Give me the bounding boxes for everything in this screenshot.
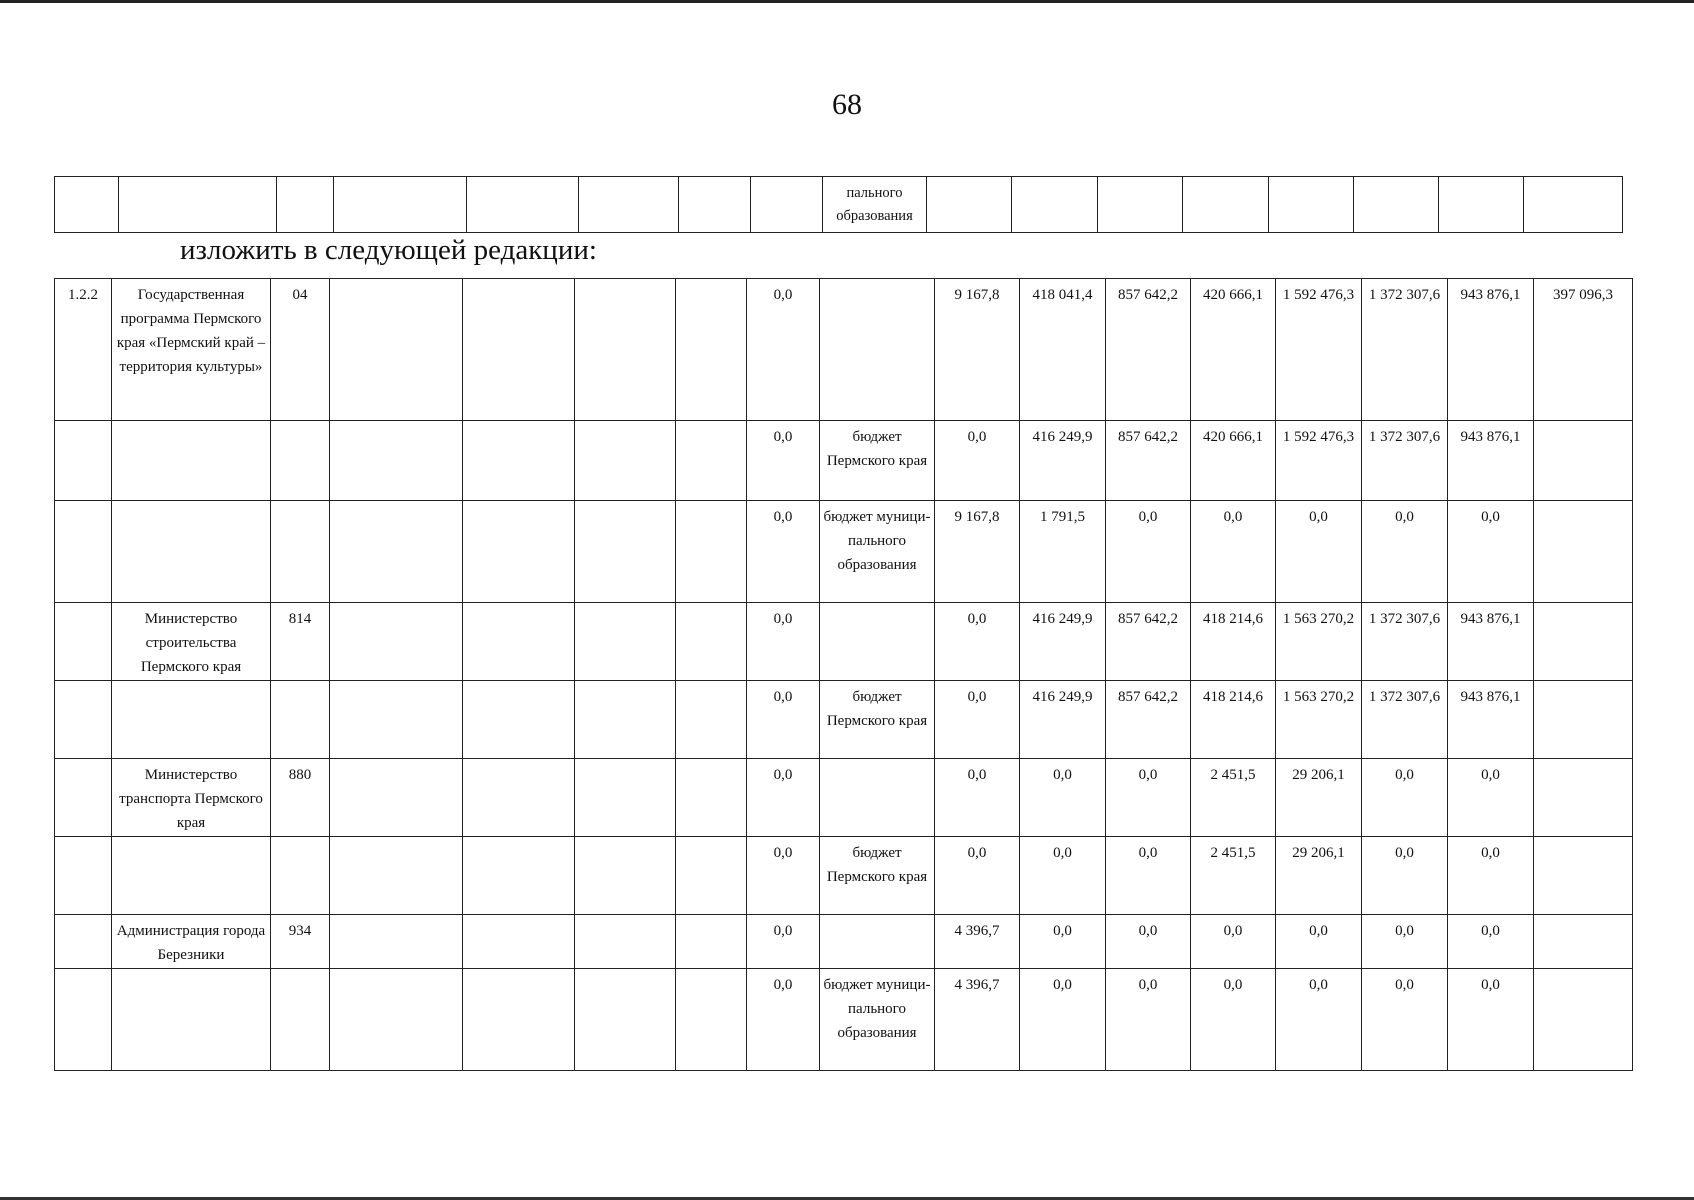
value-8-cell bbox=[1534, 603, 1633, 681]
name-cell bbox=[112, 681, 271, 759]
funding-source-cell: бюджет Пермского края bbox=[820, 681, 935, 759]
name-cell bbox=[112, 969, 271, 1071]
value-6-cell: 0,0 bbox=[1362, 759, 1448, 837]
row-number-cell bbox=[55, 501, 112, 603]
value-2-cell: 418 041,4 bbox=[1020, 279, 1106, 421]
table-row bbox=[55, 603, 1633, 681]
name-cell bbox=[112, 501, 271, 603]
cell bbox=[1012, 177, 1098, 233]
value-5-cell: 0,0 bbox=[1276, 501, 1362, 603]
col5-cell bbox=[463, 915, 575, 969]
value-5-cell: 1 592 476,3 bbox=[1276, 421, 1362, 501]
value-3-cell: 0,0 bbox=[1106, 759, 1191, 837]
col6-cell bbox=[575, 915, 676, 969]
col6-cell bbox=[575, 681, 676, 759]
col7-cell bbox=[676, 969, 747, 1071]
value-6-cell: 0,0 bbox=[1362, 501, 1448, 603]
table-row bbox=[55, 837, 1633, 915]
row-number-cell: 1.2.2 bbox=[55, 279, 112, 421]
name-cell bbox=[112, 421, 271, 501]
row-number-cell bbox=[55, 603, 112, 681]
value-5-cell: 0,0 bbox=[1276, 915, 1362, 969]
col4-cell bbox=[330, 501, 463, 603]
cell bbox=[1183, 177, 1269, 233]
value-8-cell bbox=[1534, 681, 1633, 759]
value-7-cell: 943 876,1 bbox=[1448, 603, 1534, 681]
value-5-cell: 29 206,1 bbox=[1276, 837, 1362, 915]
value-1-cell: 4 396,7 bbox=[935, 969, 1020, 1071]
value-7-cell: 943 876,1 bbox=[1448, 421, 1534, 501]
value-6-cell: 0,0 bbox=[1362, 915, 1448, 969]
funding-source-cell: бюджет муници-пального образования bbox=[820, 501, 935, 603]
col6-cell bbox=[575, 837, 676, 915]
value-3-cell: 857 642,2 bbox=[1106, 421, 1191, 501]
col5-cell bbox=[463, 603, 575, 681]
col7-cell bbox=[676, 421, 747, 501]
row-number-cell bbox=[55, 759, 112, 837]
col6-cell bbox=[575, 969, 676, 1071]
value-1-cell: 4 396,7 bbox=[935, 915, 1020, 969]
cell bbox=[119, 177, 277, 233]
col4-cell bbox=[330, 681, 463, 759]
col7-cell bbox=[676, 915, 747, 969]
value-7-cell: 943 876,1 bbox=[1448, 681, 1534, 759]
cell bbox=[751, 177, 823, 233]
source-cell: пального образования bbox=[823, 177, 927, 233]
value-1-cell: 9 167,8 bbox=[935, 501, 1020, 603]
col6-cell bbox=[575, 603, 676, 681]
value-3-cell: 857 642,2 bbox=[1106, 603, 1191, 681]
col5-cell bbox=[463, 681, 575, 759]
cell bbox=[334, 177, 467, 233]
col7-cell bbox=[676, 837, 747, 915]
code-cell bbox=[271, 681, 330, 759]
value-5-cell: 1 592 476,3 bbox=[1276, 279, 1362, 421]
col7-cell bbox=[676, 501, 747, 603]
col4-cell bbox=[330, 603, 463, 681]
table-row bbox=[55, 915, 1633, 969]
row-number-cell bbox=[55, 421, 112, 501]
col8-cell: 0,0 bbox=[747, 915, 820, 969]
value-5-cell: 29 206,1 bbox=[1276, 759, 1362, 837]
row-number-cell bbox=[55, 837, 112, 915]
col4-cell bbox=[330, 279, 463, 421]
funding-source-cell bbox=[820, 603, 935, 681]
col7-cell bbox=[676, 759, 747, 837]
value-7-cell: 0,0 bbox=[1448, 501, 1534, 603]
cell bbox=[1354, 177, 1439, 233]
value-8-cell bbox=[1534, 501, 1633, 603]
value-4-cell: 2 451,5 bbox=[1191, 837, 1276, 915]
value-7-cell: 943 876,1 bbox=[1448, 279, 1534, 421]
value-5-cell: 1 563 270,2 bbox=[1276, 603, 1362, 681]
col5-cell bbox=[463, 969, 575, 1071]
col8-cell: 0,0 bbox=[747, 501, 820, 603]
value-2-cell: 0,0 bbox=[1020, 837, 1106, 915]
code-cell: 934 bbox=[271, 915, 330, 969]
col6-cell bbox=[575, 421, 676, 501]
fragment-row bbox=[55, 177, 1623, 233]
col8-cell: 0,0 bbox=[747, 421, 820, 501]
value-4-cell: 2 451,5 bbox=[1191, 759, 1276, 837]
col7-cell bbox=[676, 279, 747, 421]
value-3-cell: 0,0 bbox=[1106, 837, 1191, 915]
value-2-cell: 0,0 bbox=[1020, 969, 1106, 1071]
value-3-cell: 0,0 bbox=[1106, 501, 1191, 603]
value-3-cell: 0,0 bbox=[1106, 969, 1191, 1071]
code-cell bbox=[271, 421, 330, 501]
col5-cell bbox=[463, 501, 575, 603]
name-cell bbox=[112, 837, 271, 915]
value-1-cell: 0,0 bbox=[935, 681, 1020, 759]
cell bbox=[1269, 177, 1354, 233]
row-number-cell bbox=[55, 969, 112, 1071]
col7-cell bbox=[676, 603, 747, 681]
value-2-cell: 416 249,9 bbox=[1020, 603, 1106, 681]
value-2-cell: 416 249,9 bbox=[1020, 681, 1106, 759]
previous-table-fragment bbox=[54, 176, 1623, 233]
col5-cell bbox=[463, 837, 575, 915]
value-7-cell: 0,0 bbox=[1448, 759, 1534, 837]
col6-cell bbox=[575, 279, 676, 421]
col4-cell bbox=[330, 837, 463, 915]
cell bbox=[1524, 177, 1623, 233]
funding-source-cell bbox=[820, 759, 935, 837]
value-1-cell: 0,0 bbox=[935, 837, 1020, 915]
cell bbox=[679, 177, 751, 233]
table-row bbox=[55, 969, 1633, 1071]
value-7-cell: 0,0 bbox=[1448, 969, 1534, 1071]
col8-cell: 0,0 bbox=[747, 759, 820, 837]
value-4-cell: 0,0 bbox=[1191, 969, 1276, 1071]
row-number-cell bbox=[55, 915, 112, 969]
funding-source-cell: бюджет муници-пального образования bbox=[820, 969, 935, 1071]
value-4-cell: 420 666,1 bbox=[1191, 279, 1276, 421]
value-2-cell: 0,0 bbox=[1020, 759, 1106, 837]
table-row bbox=[55, 279, 1633, 421]
table-row bbox=[55, 681, 1633, 759]
code-cell: 04 bbox=[271, 279, 330, 421]
value-3-cell: 857 642,2 bbox=[1106, 279, 1191, 421]
value-8-cell bbox=[1534, 421, 1633, 501]
name-cell: Министерство транспорта Пермского края bbox=[112, 759, 271, 837]
value-8-cell bbox=[1534, 837, 1633, 915]
col4-cell bbox=[330, 915, 463, 969]
col4-cell bbox=[330, 969, 463, 1071]
value-3-cell: 0,0 bbox=[1106, 915, 1191, 969]
name-cell: Государственная программа Пермского края «Пермский край – территория культуры» bbox=[112, 279, 271, 421]
code-cell bbox=[271, 501, 330, 603]
value-7-cell: 0,0 bbox=[1448, 837, 1534, 915]
table-row bbox=[55, 501, 1633, 603]
cell bbox=[467, 177, 579, 233]
col4-cell bbox=[330, 421, 463, 501]
scan-edge-top bbox=[0, 0, 1694, 3]
value-7-cell: 0,0 bbox=[1448, 915, 1534, 969]
value-4-cell: 0,0 bbox=[1191, 915, 1276, 969]
name-cell: Администрация города Березники bbox=[112, 915, 271, 969]
value-2-cell: 0,0 bbox=[1020, 915, 1106, 969]
col8-cell: 0,0 bbox=[747, 279, 820, 421]
code-cell bbox=[271, 969, 330, 1071]
value-6-cell: 0,0 bbox=[1362, 969, 1448, 1071]
value-2-cell: 1 791,5 bbox=[1020, 501, 1106, 603]
value-8-cell: 397 096,3 bbox=[1534, 279, 1633, 421]
funding-source-cell bbox=[820, 915, 935, 969]
funding-source-cell bbox=[820, 279, 935, 421]
value-8-cell bbox=[1534, 969, 1633, 1071]
value-6-cell: 1 372 307,6 bbox=[1362, 279, 1448, 421]
value-4-cell: 418 214,6 bbox=[1191, 681, 1276, 759]
col4-cell bbox=[330, 759, 463, 837]
col8-cell: 0,0 bbox=[747, 603, 820, 681]
value-1-cell: 0,0 bbox=[935, 603, 1020, 681]
value-8-cell bbox=[1534, 759, 1633, 837]
value-2-cell: 416 249,9 bbox=[1020, 421, 1106, 501]
code-cell: 814 bbox=[271, 603, 330, 681]
table-row bbox=[55, 759, 1633, 837]
code-cell bbox=[271, 837, 330, 915]
cell bbox=[927, 177, 1012, 233]
value-1-cell: 9 167,8 bbox=[935, 279, 1020, 421]
value-5-cell: 0,0 bbox=[1276, 969, 1362, 1071]
col8-cell: 0,0 bbox=[747, 837, 820, 915]
col8-cell: 0,0 bbox=[747, 681, 820, 759]
value-6-cell: 1 372 307,6 bbox=[1362, 603, 1448, 681]
value-6-cell: 1 372 307,6 bbox=[1362, 681, 1448, 759]
value-6-cell: 0,0 bbox=[1362, 837, 1448, 915]
col5-cell bbox=[463, 279, 575, 421]
cell bbox=[55, 177, 119, 233]
cell bbox=[579, 177, 679, 233]
value-1-cell: 0,0 bbox=[935, 421, 1020, 501]
instruction-text: изложить в следующей редакции: bbox=[180, 234, 597, 266]
cell bbox=[277, 177, 334, 233]
funding-source-cell: бюджет Пермского края bbox=[820, 837, 935, 915]
col5-cell bbox=[463, 421, 575, 501]
value-1-cell: 0,0 bbox=[935, 759, 1020, 837]
row-number-cell bbox=[55, 681, 112, 759]
program-table bbox=[54, 278, 1633, 1071]
value-6-cell: 1 372 307,6 bbox=[1362, 421, 1448, 501]
cell bbox=[1098, 177, 1183, 233]
value-8-cell bbox=[1534, 915, 1633, 969]
page-number: 68 bbox=[832, 88, 862, 121]
value-3-cell: 857 642,2 bbox=[1106, 681, 1191, 759]
table-row bbox=[55, 421, 1633, 501]
col8-cell: 0,0 bbox=[747, 969, 820, 1071]
name-cell: Министерство строительства Пермского края bbox=[112, 603, 271, 681]
col6-cell bbox=[575, 759, 676, 837]
col5-cell bbox=[463, 759, 575, 837]
funding-source-cell: бюджет Пермского края bbox=[820, 421, 935, 501]
col6-cell bbox=[575, 501, 676, 603]
code-cell: 880 bbox=[271, 759, 330, 837]
value-4-cell: 0,0 bbox=[1191, 501, 1276, 603]
col7-cell bbox=[676, 681, 747, 759]
value-4-cell: 420 666,1 bbox=[1191, 421, 1276, 501]
value-4-cell: 418 214,6 bbox=[1191, 603, 1276, 681]
cell bbox=[1439, 177, 1524, 233]
value-5-cell: 1 563 270,2 bbox=[1276, 681, 1362, 759]
